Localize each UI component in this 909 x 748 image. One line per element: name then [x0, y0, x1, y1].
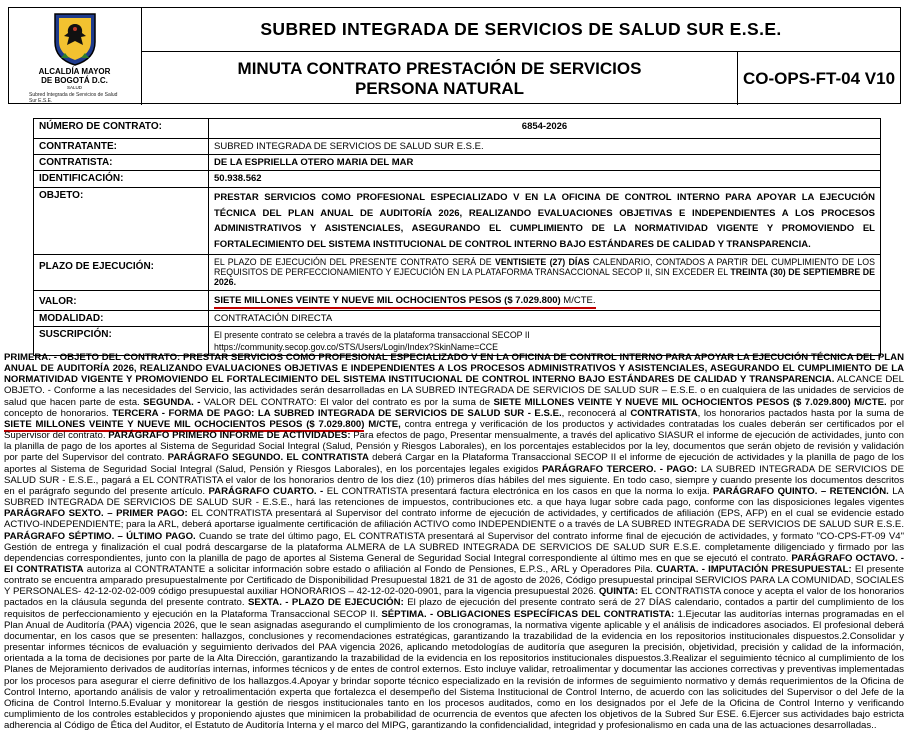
identificacion-value: 50.938.562 [209, 171, 881, 188]
plazo-text-2: CALENDARIO, CONTADOS A PARTIR DEL CUMPLIMIENTO DE LOS REQUISITOS DE PERFECCIONAMIENTO Y EJECUCIÓN EN LA PLATAFORMA TRANSACCIONAL SECOP II, SIN EXCEDER EL [214, 257, 876, 277]
valor-mcte: M/CTE. [561, 295, 596, 309]
plazo-dias: VENTISIETE (27) DÍAS [494, 257, 590, 267]
clause-text: El presente contrato se encuentra amparado presupuestalmente por Certificado de Disponibilidad Presupuestal 1821 de 31 de agosto de 2026, Código presupuestal principal SERVICIOS PARA LA COMUNIDAD, SOCIALES Y PERSONALES- 42-12-02-02-009 código presupuestal auxiliar HONORARIOS – 42-12-02-020-0901, para la vigencia presupuestal 2026. [4, 563, 904, 598]
document-title-line1: MINUTA CONTRATO PRESTACIÓN DE SERVICIOS [237, 58, 642, 78]
clause-paragrafo-cuarto: PARÁGRAFO CUARTO. - [208, 485, 324, 497]
plazo-text-1: EL PLAZO DE EJECUCIÓN DEL PRESENTE CONTRATO SERÁ DE [214, 257, 495, 267]
table-row [34, 291, 881, 311]
clause-text: Para efectos de pago, Presentar mensualmente, a través del aplicativo SIASUR el informe de ejecución de actividades, junto con la planilla de pago de los aportes al Sistema de Seguridad Social Integral (Salud, Pensión y Riesgos Laborales), en los porcentajes establecidos por la ley, documentos que serán objeto de revisión y validación por parte del Supervisor del contrato. [4, 430, 904, 464]
document-code: CO-OPS-FT-04 V10 [742, 68, 896, 88]
plazo-value [209, 255, 881, 291]
valor-label: VALOR: [34, 291, 209, 311]
document-title [142, 52, 738, 105]
clause-text: VALOR DEL CONTRATO: El valor del contrato es por la suma de [200, 396, 494, 408]
clause-primera: PRIMERA. - OBJETO DEL CONTRATO: PRESTAR SERVICIOS COMO PROFESIONAL ESPECIALIZADO V EN LA OFICINA DE CONTROL INTERNO PARA APOYAR LA EJECUCIÓN TÉCNICA DEL PLAN ANUAL DE AUDITORÍA 2026, REALIZANDO EVALUACIONES OBJETIVAS E INDEPENDIENTES A LOS PROCESOS ADMINISTRATIVOS Y ASISTENCIALES, ASEGURANDO EL CUMPLIMIENTO DE LA NORMATIVIDAD VIGENTE Y PROMOVIENDO EL FORTALECIMIENTO DEL SISTEMA INSTITUCIONAL DE CONTROL INTERNO BAJO ESTÁNDARES DE CALIDAD Y TRANSPARENCIA. [4, 352, 904, 386]
clause-sexta: SEXTA. - PLAZO DE EJECUCIÓN: [247, 597, 404, 609]
clause-text: EL CONTRATISTA presentará factura electrónica en los casos en que la norma lo exija. [323, 485, 713, 497]
clause-valor-underlined: SIETE MILLONES VEINTE Y NUEVE MIL OCHOCIENTOS PESOS ($ 7.029.800) [4, 418, 365, 430]
logo-name: ALCALDÍA MAYOR [38, 67, 111, 76]
clause-text: , los honorarios pactados hasta por la suma de [697, 407, 904, 419]
clause-text: contra entrega y verificación de los productos y actividades contratadas los cuales deberán ser certificados por el Supervisor del contrato. [4, 418, 904, 442]
table-row [34, 255, 881, 291]
logo-city: DE BOGOTÁ D.C. [41, 75, 108, 85]
logo-tagline: Subred Integrada de Servicios de Salud Sur E.S.E. [29, 92, 118, 104]
valor-amount: SIETE MILLONES VEINTE Y NUEVE MIL OCHOCIENTOS PESOS ($ 7.029.800) [214, 295, 561, 309]
logo-cell [9, 8, 142, 105]
table-row [34, 311, 881, 327]
document-title-line2: PERSONA NATURAL [354, 78, 525, 98]
clause-cuarta: CUARTA. - IMPUTACIÓN PRESUPUESTAL: [656, 563, 852, 575]
plazo-label: PLAZO DE EJECUCIÓN: [34, 255, 209, 291]
contratista-value: DE LA ESPRIELLA OTERO MARIA DEL MAR [209, 155, 881, 171]
numero-label: NÚMERO DE CONTRATO: [34, 119, 209, 139]
clause-paragrafo-quinto: PARÁGRAFO QUINTO. – RETENCIÓN. [713, 485, 889, 497]
clause-paragrafo-octavo: PARÁGRAFO OCTAVO. - El CONTRATISTA [4, 552, 905, 575]
table-row [34, 171, 881, 188]
contratista-label: CONTRATISTA: [34, 155, 209, 171]
logo-text [9, 68, 140, 90]
objeto-label: OBJETO: [34, 188, 209, 255]
modalidad-label: MODALIDAD: [34, 311, 209, 327]
suscripcion-text: El presente contrato se celebra a través de la plataforma transaccional SECOP II [214, 330, 530, 340]
clause-quinta: QUINTA: [598, 586, 639, 598]
clause-text: LA SUBRED INTEGRADA DE SERVICIOS DE SALUD SUR - E.S.E., pagará a EL CONTRATISTA el valor de los honorarios dentro de los diez (10) primeros días hábiles del mes siguiente. En todo caso, siempre y cuando presente los documentos descritos en el parágrafo segundo del presente artículo. [4, 463, 904, 497]
numero-value: 6854-2026 [209, 119, 881, 139]
clause-text: por concepto de honorarios. [4, 396, 904, 419]
logo-sector: SALUD [66, 85, 82, 90]
clause-text: Cuando se trate del último pago, EL CONTRATISTA presentará al Supervisor del contrato informe final de ejecución de actividades, y formato "CO-CPS-FT-09 V4" Gestión de entrega y finalización el cual podrá descargarse de la plataforma ALMERA de LA SUBRED INTEGRADA DE SERVICIOS DE SALUD SUR E.S.E. completamente diligenciado y firmado por las dependencias correspondientes, junto con la planilla de pago de aportes al Sistema General de Seguridad Social Integral correspondiente al último mes en que se ejecutó el contrato. [4, 530, 904, 564]
clause-paragrafo-sexto: PARÁGRAFO SEXTO. – PRIMER PAGO: [4, 508, 188, 520]
table-row [34, 188, 881, 255]
contract-clauses [4, 352, 904, 731]
valor-value [209, 291, 881, 311]
suscripcion-label: SUSCRIPCIÓN: [34, 327, 209, 356]
clause-text: , reconocerá al [561, 407, 631, 419]
clause-paragrafo-segundo: PARÁGRAFO SEGUNDO. EL CONTRATISTA [167, 452, 369, 464]
clause-text: ALCANCE DEL OBJETO. - Conforme a las necesidades del Servicio, las actividades serán desarrolladas en LA SUBRED INTEGRADA DE SERVICIOS DE SALUD SUR – E.S.E. o en cualquiera de las unidades de servicios de salud que hacen parte de esta. [4, 374, 904, 408]
clause-contratista: CONTRATISTA [630, 407, 698, 419]
clause-paragrafo-septimo: PARÁGRAFO SÉPTIMO. – ÚLTIMO PAGO. [4, 530, 196, 542]
contratante-label: CONTRATANTE: [34, 139, 209, 155]
modalidad-value: CONTRATACIÓN DIRECTA [209, 311, 881, 327]
table-row [34, 139, 881, 155]
objeto-value: PRESTAR SERVICIOS COMO PROFESIONAL ESPECIALIZADO V EN LA OFICINA DE CONTROL INTERNO PARA APOYAR LA EJECUCIÓN TÉCNICA DEL PLAN ANUAL DE AUDITORÍA 2026, REALIZANDO EVALUACIONES OBJETIVAS E INDEPENDIENTES A LOS PROCESOS ADMINISTRATIVOS Y ASISTENCIALES, ASEGURANDO EL CUMPLIMIENTO DE LA NORMATIVIDAD VIGENTE Y PROMOVIENDO EL FORTALECIMIENTO DEL SISTEMA INSTITUCIONAL DE CONTROL INTERNO BAJO ESTÁNDARES DE CALIDAD Y TRANSPARENCIA. [209, 188, 881, 255]
clause-text: EL CONTRATISTA conoce y acepta el valor de los honorarios pactados en la cláusula segunda del presente contrato. [4, 586, 904, 609]
clause-mcte: M/CTE, [364, 418, 401, 430]
clause-text: autoriza al CONTRATANTE a solicitar información sobre estado o afiliación al Fondo de Pensiones, E.P.S., ARL y Operadores Pila. [83, 563, 657, 575]
clause-paragrafo-primero: PARÁGRAFO PRIMERO INFORME DE ACTIVIDADES: [108, 430, 351, 442]
clause-segunda: SEGUNDA. - [143, 396, 201, 408]
clause-septima: SÉPTIMA. - OBLIGACIONES ESPECÍFICAS DEL CONTRATISTA: [381, 608, 675, 620]
clause-text: EL CONTRATISTA presentará al Supervisor del contrato informe de ejecución de actividades, y certificados de afiliación (EPS, AFP) en el cual se evidencie estado ACTIVO-INDEPENDIENTE; para la ARL, deberá aportarse igualmente certificación de afiliación ACTIVO como INDEPENDIENTE o a través de LA SUBRED INTEGRADA DE SERVICIOS DE SALUD SUR E.S.E. [4, 508, 905, 531]
contratante-value: SUBRED INTEGRADA DE SERVICIOS DE SALUD SUR E.S.E. [209, 139, 881, 155]
clause-paragrafo-tercero: PARÁGRAFO TERCERO. - PAGO: [541, 463, 698, 475]
document-header [8, 7, 901, 104]
clause-tercera: TERCERA - FORMA DE PAGO: LA SUBRED INTEGRADA DE SERVICIOS DE SALUD SUR - E.S.E. [112, 407, 562, 419]
clause-text: deberá Cargar en la Plataforma Transaccional SECOP II el informe de ejecución de actividades y la planilla de pago de los aportes al Sistema de Seguridad Social Integral (Salud, Pensión y Riesgos Laborales), en los porcentajes legales exigidos [4, 452, 904, 475]
identificacion-label: IDENTIFICACIÓN: [34, 171, 209, 188]
clause-valor: SIETE MILLONES VEINTE Y NUEVE MIL OCHOCIENTOS PESOS ($ 7.029.800) M/CTE. [493, 396, 887, 408]
table-row [34, 155, 881, 171]
clause-text: LA SUBRED INTEGRADA DE SERVICIOS DE SALUD SUR - E.S.E., hará las retenciones de impuestos, contribuciones etc. a que haya lugar sobre cada pago, conforme con las disposiciones legales vigentes [4, 485, 904, 509]
table-row [34, 119, 881, 139]
bogota-coat-of-arms-icon [51, 12, 99, 66]
contract-info-table [33, 118, 881, 356]
plazo-fin: TREINTA (30) DE SEPTIEMBRE DE 2026. [214, 267, 875, 287]
secop-link[interactable]: https://community.secop.gov.co/STS/Users/Login/Index?SkinName=CCE [214, 342, 498, 352]
clause-text: 1.Ejecutar las auditorías internas programadas en el Plan Anual de Auditoría (PAA) vigencia 2026, que le sean asignadas asegurando el cumplimiento de los cronogramas, la normativa vigente aplicable y el análisis de indicadores asociados. El profesional deberá documentar, en los casos que se presenten: hallazgos, conclusiones y recomendaciones estratégicas, garantizando la trazabilidad de la evidencia en los repositorios institucionales dispuestos.2.Consolidar y presentar informes técnicos de evaluación y seguimiento derivados del PAA vigencia 2026, aplicando metodologías de auditoría que aseguren la precisión, objetividad, precisión y calidad de la información, orientada a la toma de decisiones por parte de la Alta Dirección, garantizando la trazabilidad de la evidencia en los repositorios institucionales dispuestos.3.Realizar el seguimiento técnico al cumplimiento de los Planes de Mejoramiento derivados de auditorías internas, informes técnicos y de entes de control externos. Esto incluye validar, retroalimentar y documentar las acciones correctivas y preventivas implementadas por los procesos para asegurar el cierre definitivo de los hallazgos.4.Apoyar y brindar soporte técnico especializado en la revisión de informes de seguimiento normativo y demás requerimientos de la Oficina de Control Interno, aportando análisis de valor y retroalimentación experta que fortalezca el desempeño del Sistema Institucional de Control Interno, de acuerdo con las solicitudes del Supervisor o del Jefe de la Oficina de Control Interno.5.Evaluar y monitorear la gestión de riesgos institucionales tanto en los procesos auditados, como en los designados por el Jefe de la Oficina de Control Interno y verificando cumplimiento de los controles establecidos y proponiendo ajustes que minimicen la probabilidad de ocurrencia de eventos que afecten los objetivos de la Subred Sur ESE. 6.Ejercer sus actividades bajo estricta adherencia al Código de Ética del Auditor, el Estatuto de Auditoría Interna y el marco del MIPG, garantizando la confidencialidad, integridad y profesionalismo en cada una de las actuaciones desarrolladas.. [4, 608, 904, 732]
entity-name: SUBRED INTEGRADA DE SERVICIOS DE SALUD SUR E.S.E. [142, 8, 900, 52]
clause-text: El plazo de ejecución del presente contrato será de 27 DÍAS calendario, contados a partir del cumplimiento de los requisitos de perfeccionamiento y ejecución en la Plataforma Transaccional SECOP II. [4, 597, 904, 620]
